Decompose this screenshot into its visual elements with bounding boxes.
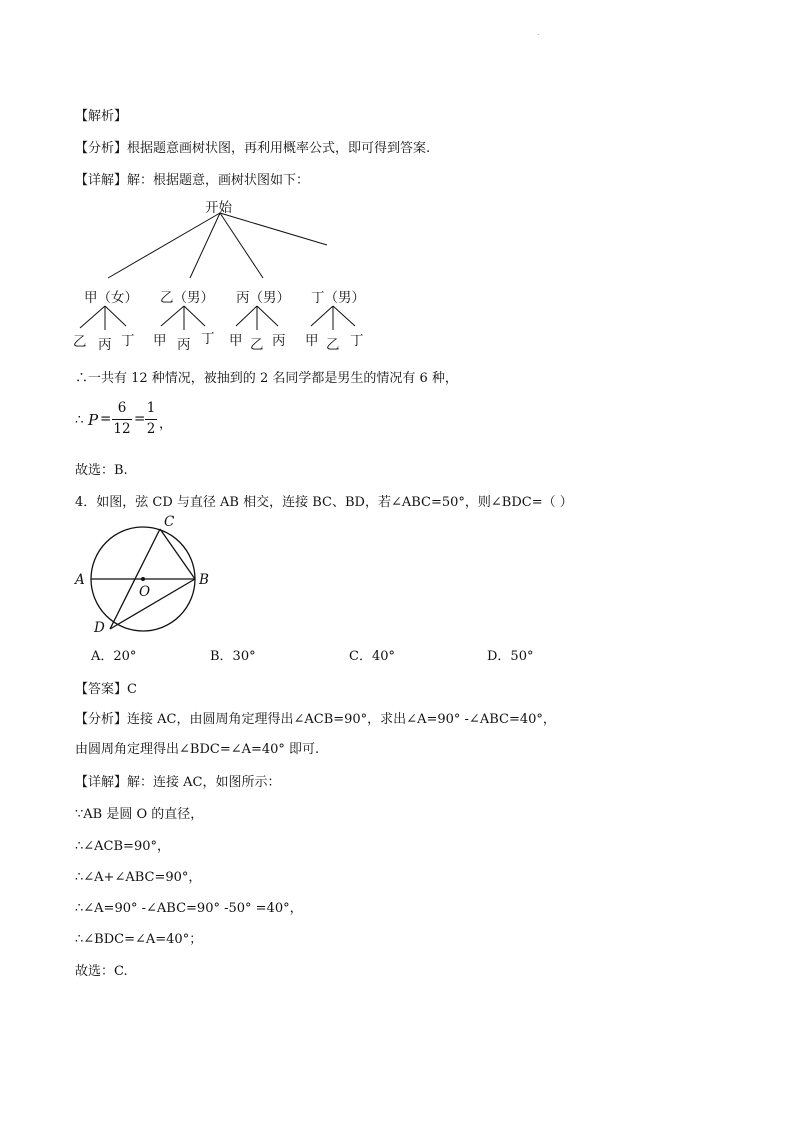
fraction-numerator: 6 (117, 400, 127, 416)
tree-leaf: 丁 (201, 331, 215, 347)
choice-text: 故选：B. (75, 463, 128, 478)
point-d-label: D (94, 620, 105, 636)
detail-text: 【详解】解：连接 AC，如图所示： (75, 775, 281, 790)
option-c: C．40° (349, 649, 395, 664)
fraction-denominator: 2 (146, 421, 156, 437)
fraction-numerator: 1 (146, 400, 156, 416)
formula-suffix: ， (159, 416, 173, 432)
tree-leaf: 乙 (250, 337, 264, 353)
point-a-label: A (75, 572, 85, 588)
tree-leaf: 丙 (177, 337, 191, 353)
choice-text: 故选：C. (75, 964, 128, 979)
tree-leaf: 丙 (98, 337, 112, 353)
therefore-symbol: ∴ (75, 412, 84, 428)
option-d: D．50° (487, 649, 534, 664)
section-heading: 【解析】 (75, 109, 128, 124)
point-b-label: B (199, 572, 209, 588)
solution-step: ∵AB 是圆 O 的直径， (75, 807, 204, 822)
tree-branch-3: 丙（男） (236, 290, 290, 306)
tree-branch-2: 乙（男） (160, 290, 214, 306)
tree-leaf: 丁 (121, 333, 135, 349)
question-4: 4．如图，弦 CD 与直径 AB 相交，连接 BC、BD，若∠ABC=50°，则∠BDC=（ ） (75, 495, 573, 510)
point-c-label: C (164, 514, 175, 530)
option-a: A．20° (91, 649, 137, 664)
option-b: B．30° (210, 649, 256, 664)
solution-step: ∴∠A=90° -∠ABC=90° -50° =40°， (75, 901, 303, 916)
page-mark: . (537, 28, 540, 37)
summary-text: ∴一共有 12 种情况，被抽到的 2 名同学都是男生的情况有 6 种， (75, 371, 458, 386)
tree-leaf: 甲 (153, 333, 167, 349)
solution-step: ∴∠A+∠ABC=90°， (75, 870, 202, 885)
solution-step: ∴∠ACB=90°， (75, 839, 170, 854)
formula-equals: = (100, 411, 112, 427)
tree-leaf: 丙 (272, 333, 286, 349)
tree-branch-4: 丁（男） (311, 290, 365, 306)
tree-diagram (0, 0, 794, 360)
answer-text: 【答案】C (75, 682, 137, 697)
formula-equals: = (134, 411, 146, 427)
tree-leaf: 甲 (305, 333, 319, 349)
tree-leaf: 乙 (326, 337, 340, 353)
fraction-bar (112, 419, 132, 420)
fraction-bar (145, 419, 157, 420)
tree-leaf: 丁 (350, 333, 364, 349)
tree-leaf: 乙 (73, 334, 87, 350)
analysis-text: 【分析】连接 AC，由圆周角定理得出∠ACB=90°，求出∠A=90° -∠ABC=40°， (75, 712, 556, 727)
fraction-denominator: 12 (113, 421, 131, 437)
analysis-text: 【分析】根据题意画树状图，再利用概率公式，即可得到答案. (75, 141, 431, 156)
tree-leaf: 甲 (229, 333, 243, 349)
tree-root: 开始 (205, 200, 232, 216)
solution-step: ∴∠BDC=∠A=40°； (75, 932, 203, 947)
analysis-text: 由圆周角定理得出∠BDC=∠A=40° 即可. (75, 742, 320, 757)
detail-text: 【详解】解：根据题意，画树状图如下： (75, 173, 310, 188)
formula-variable: P (88, 411, 99, 429)
center-o-label: O (139, 584, 151, 600)
tree-branch-1: 甲（女） (84, 290, 138, 306)
